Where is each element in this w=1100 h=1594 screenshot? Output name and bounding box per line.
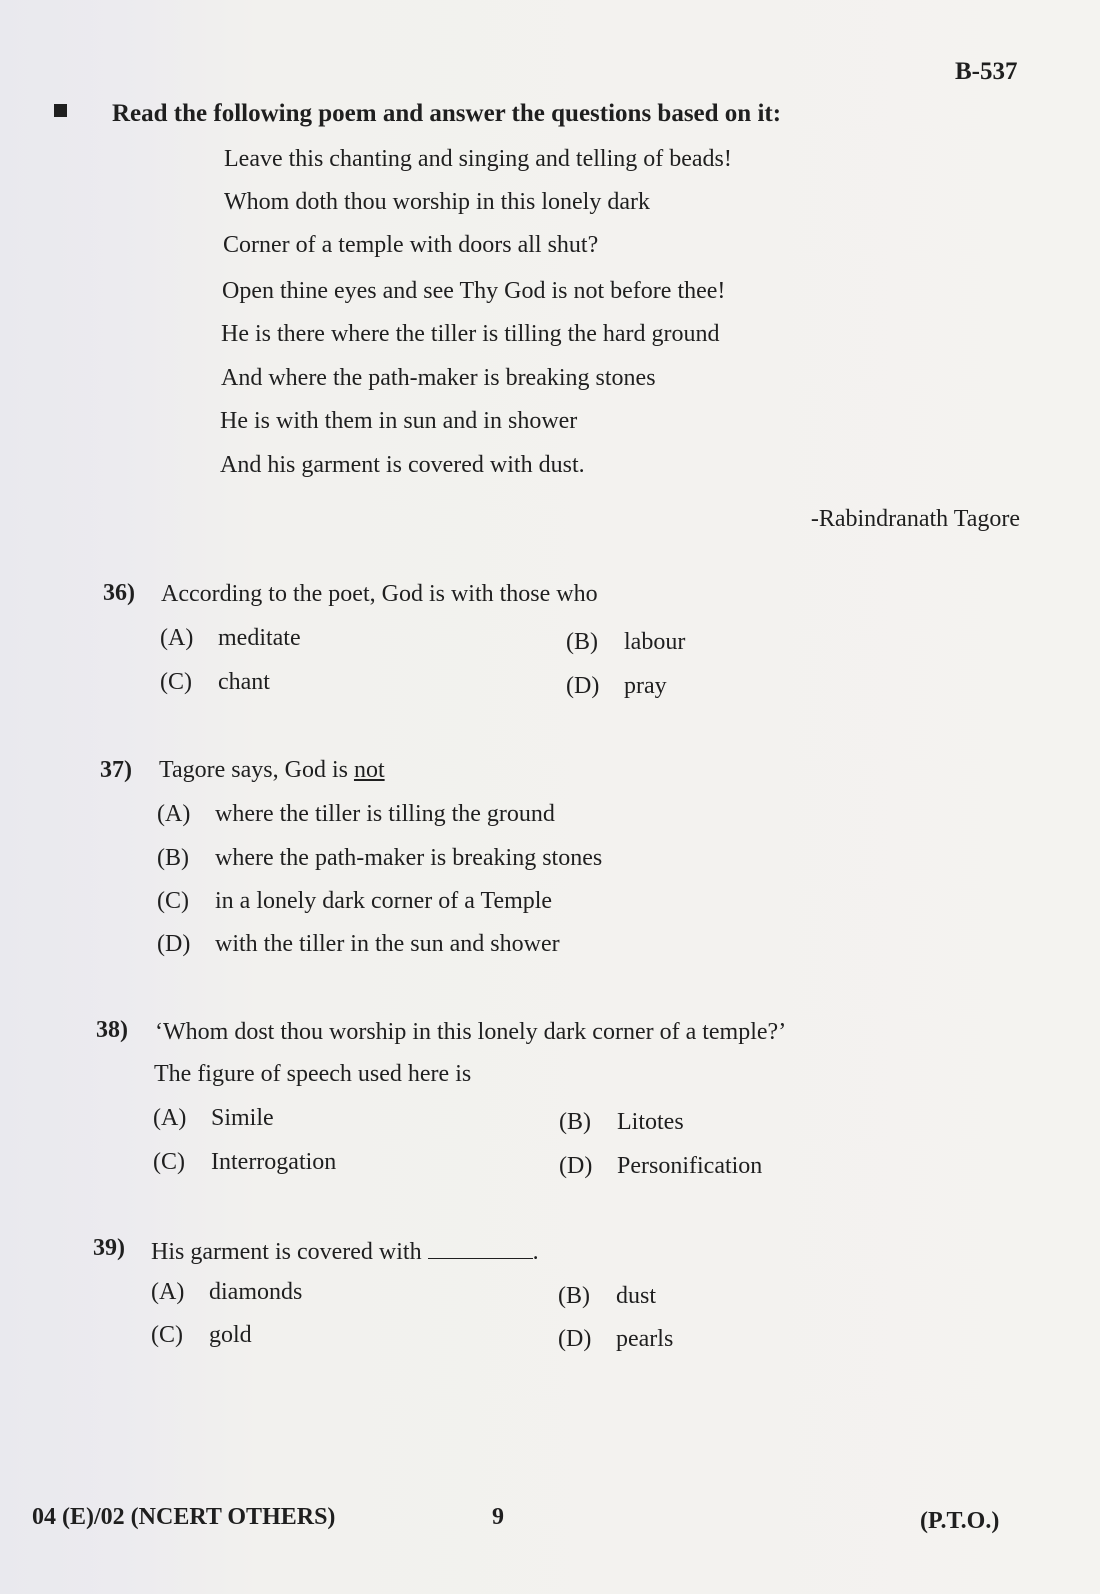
option-text: pray <box>624 673 667 699</box>
option-a[interactable] <box>157 801 555 828</box>
poem-line: Leave this chanting and singing and telling of beads! <box>224 146 732 172</box>
option-d[interactable] <box>566 673 667 700</box>
option-label: (A) <box>157 801 191 827</box>
question-text-end: . <box>532 1239 539 1265</box>
option-c[interactable] <box>160 669 270 696</box>
option-label: (A) <box>153 1105 187 1131</box>
option-a[interactable] <box>151 1279 302 1306</box>
question-text: ‘Whom dost thou worship in this lonely dark corner of a temple?’ <box>155 1019 787 1045</box>
option-text: where the tiller is tilling the ground <box>215 801 555 827</box>
instruction-heading: Read the following poem and answer the questions based on it: <box>112 100 782 127</box>
option-text: meditate <box>218 625 301 651</box>
option-c[interactable] <box>157 888 552 915</box>
option-a[interactable] <box>153 1105 274 1132</box>
question-text <box>151 1236 539 1266</box>
option-text: gold <box>209 1322 252 1348</box>
option-label: (B) <box>558 1283 590 1309</box>
question-text-main: Tagore says, God is <box>159 757 354 783</box>
question-text: According to the poet, God is with those who <box>161 581 598 607</box>
option-text: Personification <box>617 1153 763 1179</box>
footer-code: 04 (E)/02 (NCERT OTHERS) <box>32 1504 336 1530</box>
question-text-main: His garment is covered with <box>151 1239 422 1265</box>
poem-line: Corner of a temple with doors all shut? <box>223 232 599 258</box>
option-label: (B) <box>559 1109 591 1135</box>
option-b[interactable] <box>566 629 685 656</box>
poem-line: And his garment is covered with dust. <box>220 452 585 478</box>
question-text <box>159 757 385 784</box>
option-a[interactable] <box>160 625 301 652</box>
option-c[interactable] <box>151 1322 252 1349</box>
option-label: (D) <box>559 1153 593 1179</box>
option-label: (D) <box>558 1326 592 1352</box>
question-number: 39) <box>93 1235 125 1261</box>
option-label: (A) <box>151 1279 185 1305</box>
option-d[interactable] <box>558 1326 673 1353</box>
question-subtext: The figure of speech used here is <box>154 1061 472 1087</box>
option-d[interactable] <box>157 931 560 958</box>
page-number: 9 <box>492 1504 504 1530</box>
option-b[interactable] <box>157 845 602 872</box>
poem-line: Whom doth thou worship in this lonely dark <box>224 189 650 215</box>
option-label: (D) <box>566 673 600 699</box>
poem-author: -Rabindranath Tagore <box>810 506 1020 532</box>
paper-code: B-537 <box>955 58 1018 85</box>
option-c[interactable] <box>153 1149 336 1176</box>
question-number: 38) <box>96 1017 128 1043</box>
question-text-emphasis: not <box>353 757 385 783</box>
option-text: Interrogation <box>211 1149 337 1175</box>
option-label: (B) <box>157 845 189 871</box>
option-label: (C) <box>153 1149 185 1175</box>
answer-blank <box>428 1236 533 1259</box>
poem-line: And where the path-maker is breaking stones <box>221 365 656 391</box>
option-text: chant <box>218 669 270 695</box>
option-label: (C) <box>157 888 189 914</box>
poem-line: He is with them in sun and in shower <box>220 408 578 434</box>
option-text: Litotes <box>617 1109 684 1135</box>
option-text: dust <box>616 1283 657 1309</box>
option-d[interactable] <box>559 1153 762 1180</box>
option-label: (A) <box>160 625 194 651</box>
option-b[interactable] <box>558 1283 656 1310</box>
option-label: (B) <box>566 629 598 655</box>
option-text: labour <box>624 629 686 655</box>
option-label: (D) <box>157 931 191 957</box>
bullet-square-icon <box>54 104 67 117</box>
question-number: 37) <box>100 757 132 783</box>
option-b[interactable] <box>559 1109 684 1136</box>
option-label: (C) <box>160 669 192 695</box>
option-text: where the path-maker is breaking stones <box>215 845 603 871</box>
poem-line: Open thine eyes and see Thy God is not before thee! <box>222 278 726 304</box>
pto-label: (P.T.O.) <box>920 1508 1000 1534</box>
question-number: 36) <box>103 580 135 606</box>
option-text: pearls <box>616 1326 674 1352</box>
option-text: with the tiller in the sun and shower <box>215 931 560 957</box>
poem-line: He is there where the tiller is tilling the hard ground <box>221 321 720 347</box>
option-text: Simile <box>211 1105 274 1131</box>
option-text: diamonds <box>209 1279 303 1305</box>
option-label: (C) <box>151 1322 183 1348</box>
option-text: in a lonely dark corner of a Temple <box>215 888 553 914</box>
